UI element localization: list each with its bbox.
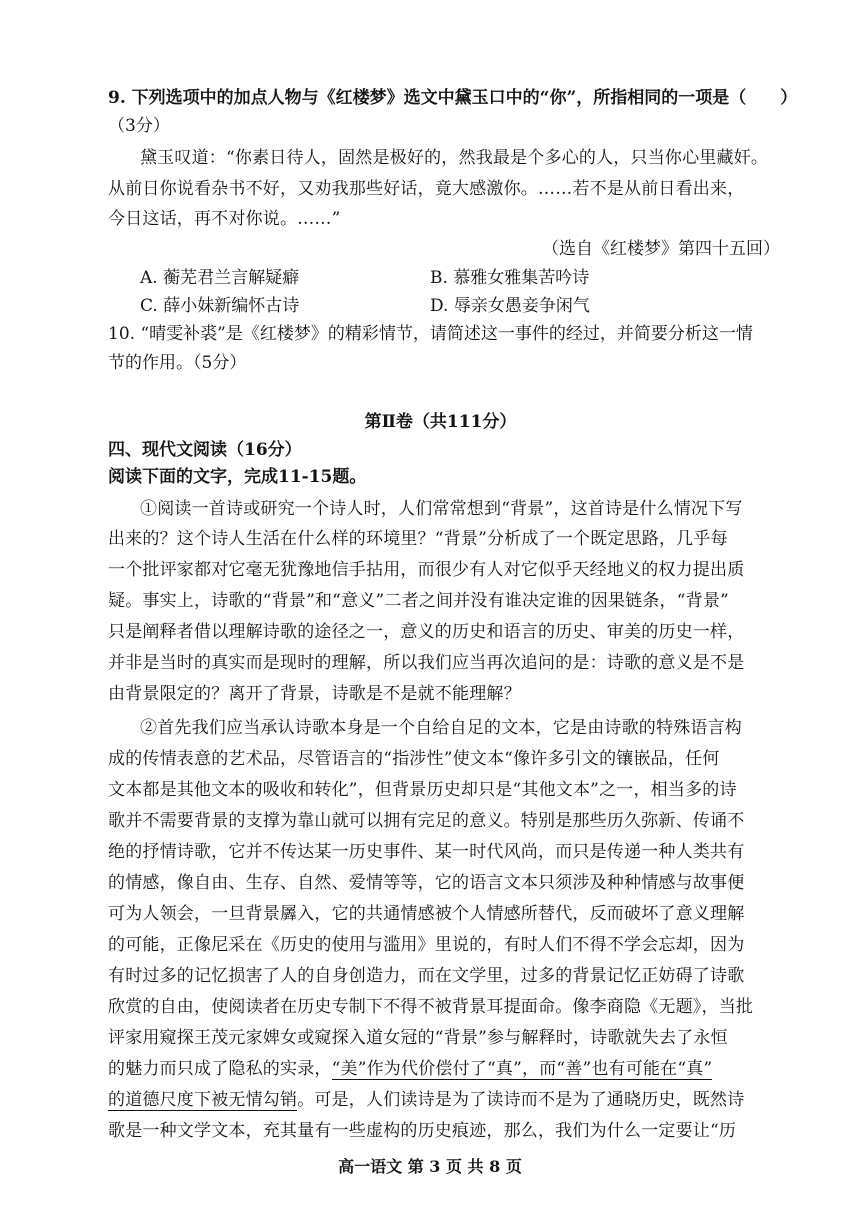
para2-line-9: 有时过多的记忆损害了人的自身创造力，而在文学里，过多的背景记忆正妨碍了诗歌	[108, 966, 745, 986]
para2-line-4: 歌并不需要背景的支撑为靠山就可以拥有完足的意义。特别是那些历久弥新、传诵不	[108, 811, 745, 831]
q9-option-d: D. 辱亲女愚妾争闲气	[430, 296, 590, 316]
para2-line-11: 评家用窥探王茂元家婢女或窥探入道女冠的“背景”参与解释时，诗歌就失去了永恒	[108, 1028, 728, 1048]
para1-line-7: 由背景限定的？离开了背景，诗歌是不是就不能理解？	[108, 684, 521, 704]
para2-line-6: 的情感，像自由、生存、自然、爱情等等，它的语言文本只须涉及种种情感与故事便	[108, 873, 745, 893]
para1-line-2: 出来的？这个诗人生活在什么样的环境里？“背景”分析成了一个既定思路，几乎每	[108, 529, 728, 549]
para2-line-3: 文本都是其他文本的吸收和转化”，但背景历史却只是“其他文本”之一，相当多的诗	[108, 780, 737, 800]
section-part: 四、现代文阅读（16分）	[108, 440, 302, 460]
q9-option-c: C. 薛小妹新编怀古诗	[140, 296, 300, 316]
section-title: 第Ⅱ卷（共111分）	[364, 412, 517, 432]
q10-line-1: 10. “晴雯补裘”是《红楼梦》的精彩情节，请简述这一事件的经过，并简要分析这一情	[108, 324, 753, 344]
para1-line-6: 并非是当时的真实而是现时的理解，所以我们应当再次追问的是：诗歌的意义是不是	[108, 653, 745, 673]
q9-stem-text: 9. 下列选项中的加点人物与《红楼梦》选文中黛玉口中的“你”，所指相同的一项是（	[108, 88, 747, 108]
q9-quote-line-2: 从前日你说看杂书不好，又劝我那些好话，竟大感激你。……若不是从前日看出来，	[108, 179, 745, 199]
para2-line-12-text: 的魅力而只成了隐私的实录，	[108, 1059, 332, 1079]
para2-line-14: 歌是一种文学文本，充其量有一些虚构的历史痕迹，那么，我们为什么一定要让“历	[108, 1121, 737, 1141]
para1-line-5: 只是阐释者借以理解诗歌的途径之一，意义的历史和语言的历史、审美的历史一样，	[108, 622, 745, 642]
section-instruction: 阅读下面的文字，完成11-15题。	[108, 467, 367, 487]
q10-line-2: 节的作用。（5分）	[108, 353, 247, 373]
para2-line-12	[108, 1057, 773, 1081]
q9-score: （3分）	[108, 116, 170, 136]
para2-line-10: 欣赏的自由，使阅读者在历史专制下不得不被背景耳提面命。像李商隐《无题》，当批	[108, 997, 754, 1017]
q9-option-b: B. 慕雅女雅集苦吟诗	[430, 268, 590, 288]
q9-quote-line-1: 黛玉叹道：“你素日待人，固然是极好的，然我最是个多心的人，只当你心里藏奸。	[140, 148, 769, 168]
para2-line-2: 成的传情表意的艺术品，尽管语言的“指涉性”使文本“像许多引文的镶嵌品，任何	[108, 749, 720, 769]
q9-stem	[108, 86, 798, 110]
q9-option-a: A. 蘅芜君兰言解疑癖	[140, 268, 300, 288]
para2-line-1: ②首先我们应当承认诗歌本身是一个自给自足的文本，它是由诗歌的特殊语言构	[140, 718, 742, 738]
q9-quote-line-3: 今日这话，再不对你说。……”	[108, 209, 341, 229]
para2-line-13	[108, 1088, 773, 1112]
para2-line-5: 绝的抒情诗歌，它并不传达某一历史事件、某一时代风尚，而只是传递一种人类共有	[108, 842, 745, 862]
q9-source: （选自《红楼梦》第四十五回）	[542, 239, 780, 259]
page-footer: 高一语文 第 3 页 共 8 页	[338, 1157, 522, 1176]
underlined-sentence-part-2: 的道德尺度下被无情勾销	[108, 1090, 298, 1110]
para2-line-13-text: 。可是，人们读诗是为了读诗而不是为了通晓历史，既然诗	[297, 1090, 745, 1110]
q9-stem-close: ）	[780, 88, 798, 108]
underlined-sentence-part-1: “美”作为代价偿付了“真”，而“善”也有可能在“真”	[331, 1059, 713, 1079]
para1-line-3: 一个批评家都对它毫无犹豫地信手拈用，而很少有人对它似乎天经地义的权力提出质	[108, 560, 745, 580]
para2-line-8: 的可能，正像尼采在《历史的使用与滥用》里说的，有时人们不得不学会忘却，因为	[108, 935, 745, 955]
para1-line-1: ①阅读一首诗或研究一个诗人时，人们常常想到“背景”，这首诗是什么情况下写	[140, 499, 743, 519]
para2-line-7: 可为人领会，一旦背景羼入，它的共通情感被个人情感所替代，反而破坏了意义理解	[108, 904, 745, 924]
para1-line-4: 疑。事实上，诗歌的“背景”和“意义”二者之间并没有谁决定谁的因果链条，“背景”	[108, 591, 729, 611]
